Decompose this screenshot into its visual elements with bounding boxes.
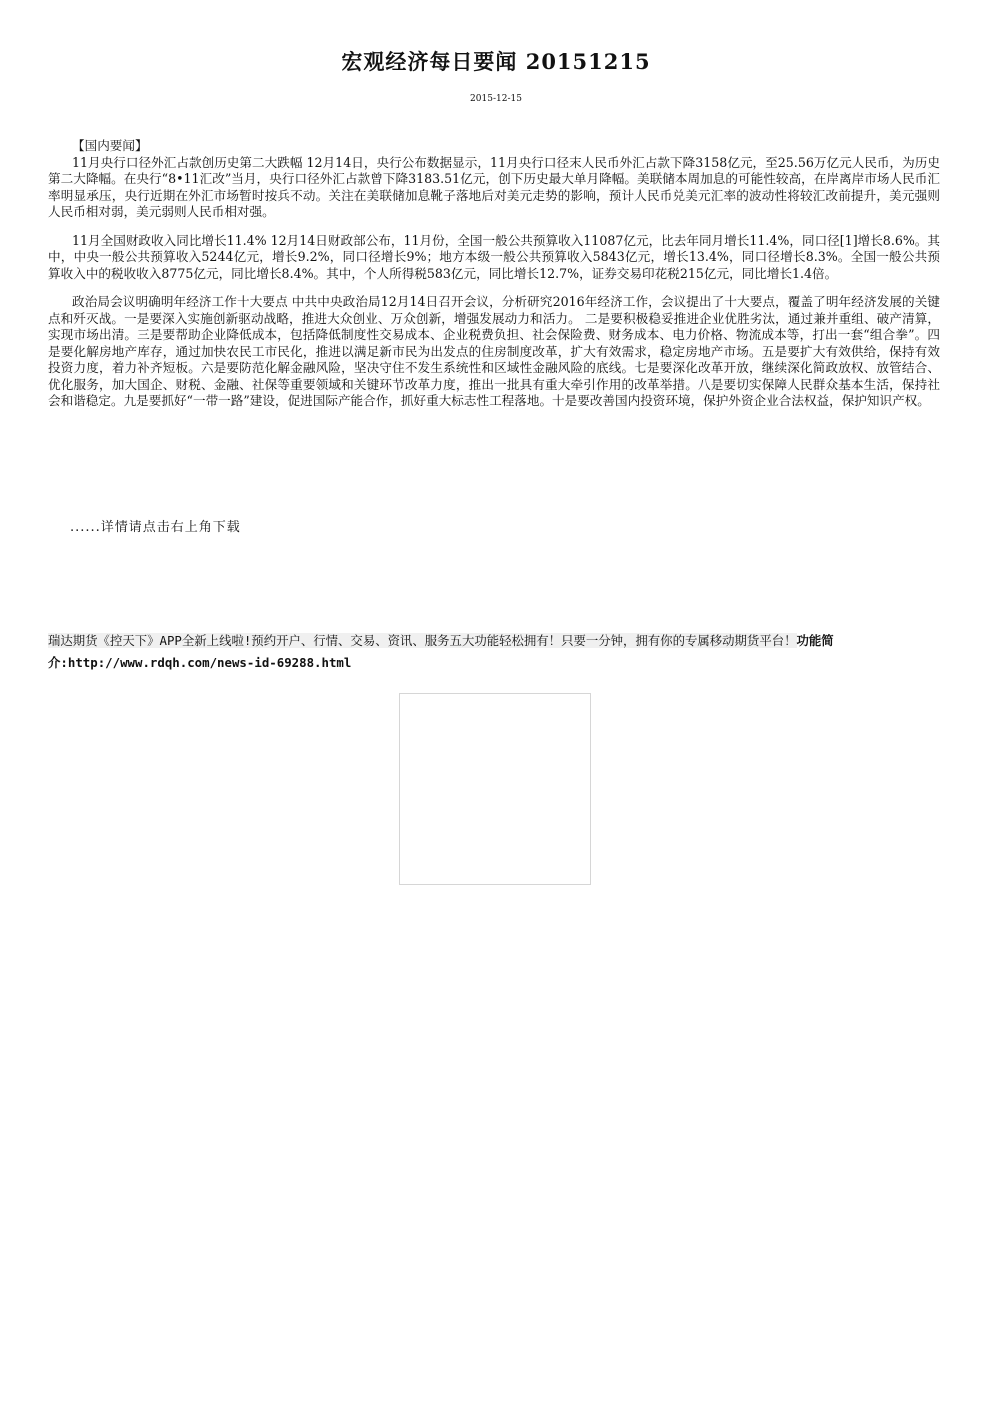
promo-label: 功能简介: [48, 633, 834, 670]
section-heading: 【国内要闻】 [72, 138, 148, 153]
news-paragraph-politburo-meeting: 政治局会议明确明年经济工作十大要点 中共中央政治局12月14日召开会议，分析研究2016年经济工作，会议提出了十大要点，覆盖了明年经济发展的关键点和歼灭战。一是要深入实施创新驱动战略，推进大众创业、万众创新，增强发展动力和活力。 二是要积极稳妥推进企业优胜劣汰，通过兼并重组、破产清算，实现市场出清。三是要帮助企业降低成本，包括降低制度性交易成本、企业税费负担、社会保险费、财务成本、电力价格、物流成本等，打出一套“组合拳”。四是要化解房地产库存，通过加快农民工市民化，推进以满足新市民为出发点的住房制度改革，扩大有效需求，稳定房地产市场。五是要扩大有效供给，保持有效投资力度，着力补齐短板。六是要防范化解金融风险，坚决守住不发生系统性和区域性金融风险的底线。七是要深化改革开放，继续深化简政放权、放管结合、优化服务，加大国企、财税、金融、社保等重要领域和关键环节改革力度，推出一批具有重大牵引作用的改革举措。八是要切实保障人民群众基本生活，保持社会和谐稳定。九是要抓好“一带一路”建设，促进国际产能合作，抓好重大标志性工程落地。十是要改善国内投资环境，保护外资企业合法权益，保护知识产权。 [48, 294, 940, 408]
promo-text: 瑞达期货《控天下》APP全新上线啦!预约开户、行情、交易、资讯、服务五大功能轻松拥有！只要一分钟，拥有你的专属移动期货平台！ [48, 633, 797, 648]
qr-code-image [399, 693, 591, 885]
page-title: 宏观经济每日要闻 20151215 [341, 49, 651, 74]
promo-banner [48, 630, 940, 674]
article-body [48, 138, 940, 422]
publish-date: 2015-12-15 [470, 94, 522, 104]
news-paragraph-fiscal-revenue: 11月全国财政收入同比增长11.4% 12月14日财政部公布，11月份，全国一般公共预算收入11087亿元，比去年同月增长11.4%，同口径[1]增长8.6%。其中，中央一般公共预算收入5244亿元，增长9.2%，同口径增长9%；地方本级一般公共预算收入5843亿元，增长13.4%，同口径增长8.3%。全国一般公共预算收入中的税收收入8775亿元，同比增长8.4%。其中，个人所得税583亿元，同比增长12.7%，证券交易印花税215亿元，同比增长1.4倍。 [48, 232, 940, 281]
download-details-link[interactable]: ......详情请点击右上角下载 [70, 520, 241, 535]
promo-url-link[interactable]: http://www.rdqh.com/news-id-69288.html [67, 655, 352, 670]
news-paragraph-fx-reserves: 11月央行口径外汇占款创历史第二大跌幅 12月14日，央行公布数据显示，11月央行口径末人民币外汇占款下降3158亿元，至25.56万亿元人民币，为历史第二大降幅。在央行“8•11汇改”当月，央行口径外汇占款曾下降3183.51亿元，创下历史最大单月降幅。美联储本周加息的可能性较高，在岸离岸市场人民币汇率明显承压，央行近期在外汇市场暂时按兵不动。关注在美联储加息靴子落地后对美元走势的影响，预计人民币兑美元汇率的波动性将较汇改前提升，美元强则人民币相对弱，美元弱则人民币相对强。 [48, 154, 940, 219]
